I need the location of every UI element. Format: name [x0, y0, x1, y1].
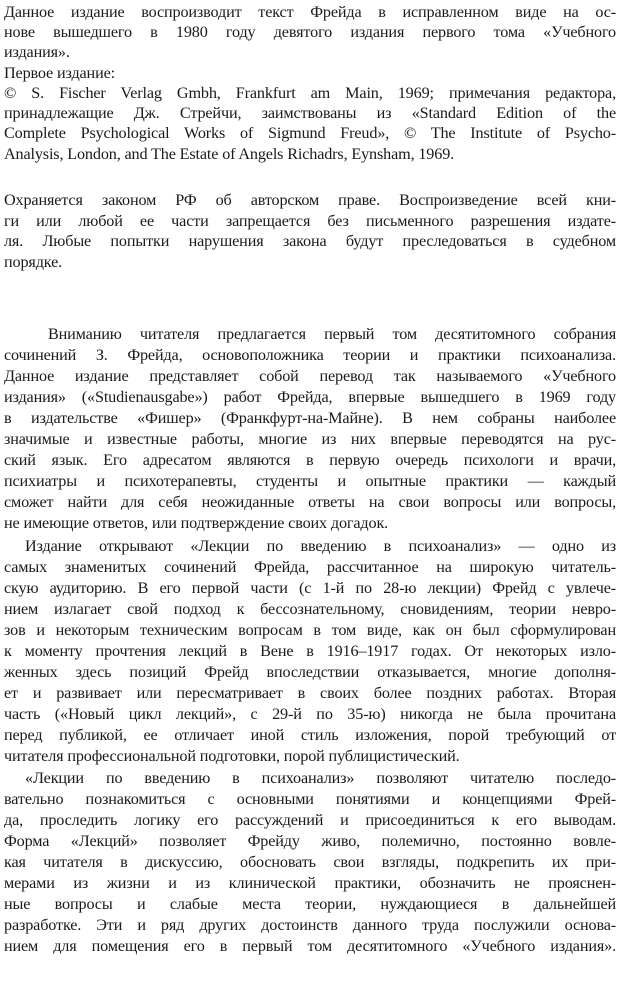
text-line: Данное издание представляет собой перевод так называемого «Учебного — [4, 367, 616, 385]
text-line: Вниманию читателя предлагается первый том десятитомного собрания — [48, 325, 616, 343]
text-line: принадлежащие Дж. Стрейчи, заимствованы из «Standard Edition of the — [4, 104, 616, 122]
text-line: Охраняется законом РФ об авторском праве. Воспроизведение всей кни- — [4, 191, 616, 209]
text-line: ет и развивает или пересматривает в своих более поздних работах. Вторая — [4, 684, 616, 702]
text-line: ги или любой ее части запрещается без письменного разрешения издате- — [4, 212, 616, 230]
text-line: часть («Новый цикл лекций», с 29-й по 35-ю) никогда не была прочитана — [4, 705, 616, 723]
text-line: издания». — [4, 43, 70, 61]
text-line: значимые и известные работы, многие из них впервые переводятся на рус- — [4, 430, 616, 448]
text-line: нием излагает свой подход к бессознательному, сновидениям, теории невро- — [4, 600, 616, 618]
text-line: ные вопросы и слабые места теории, нуждающиеся в дальнейшей — [4, 895, 616, 913]
text-line: сочинений З. Фрейда, основоположника теории и практики психоанализа. — [4, 346, 616, 364]
text-line: самых знаменитых сочинений Фрейда, рассчитанное на широкую читатель- — [4, 558, 616, 576]
text-line: не имеющие ответов, или подтверждение своих догадок. — [4, 514, 389, 532]
text-line: Complete Psychological Works of Sigmund Freud», © The Institute of Psycho- — [4, 124, 616, 142]
text-line: кая читателя в дискуссию, обосновать свои взгляды, подкрепить их при- — [4, 853, 616, 871]
text-line: женных здесь позиций Фрейд впоследствии отказывается, многие дополня- — [4, 663, 616, 681]
text-line: Analysis, London, and The Estate of Angels Richadrs, Eynsham, 1969. — [4, 145, 455, 163]
text-line: нием для помещения его в первый том десятитомного «Учебного издания». — [4, 937, 616, 955]
text-line: Издание открывают «Лекции по введению в психоанализ» — одно из — [25, 537, 616, 555]
text-line: Форма «Лекций» позволяет Фрейду живо, полемично, постоянно вовле- — [4, 832, 616, 850]
text-line: к моменту прочтения лекций в Вене в 1916–1917 годах. От некоторых изло- — [4, 642, 616, 660]
copyright-page — [4, 0, 616, 998]
text-line: издания» («Studienausgabe») работ Фрейда, впервые вышедшего в 1969 году — [4, 388, 616, 406]
text-line: разработке. Эти и ряд других достоинств данного труда послужили основа- — [4, 916, 616, 934]
text-line: нове вышедшего в 1980 году девятого издания первого тома «Учебного — [4, 23, 616, 41]
text-line: © S. Fischer Verlag Gmbh, Frankfurt am Main, 1969; примечания редактора, — [4, 84, 616, 102]
text-line: да, проследить логику его рассуждений и присоединиться к его выводам. — [4, 811, 616, 829]
text-line: «Лекции по введению в психоанализ» позволяют читателю последо- — [25, 769, 616, 787]
text-line: порядке. — [4, 253, 63, 271]
text-line: в издательстве «Фишер» (Франкфурт-на-Майне). В нем собраны наиболее — [4, 409, 616, 427]
text-line: сможет найти для себя неожиданные ответы на свои вопросы или вопросы, — [4, 493, 616, 511]
text-line: ский язык. Его адресатом являются в первую очередь психологи и врачи, — [4, 451, 616, 469]
text-line: скую аудиторию. В его первой части (с 1-й по 28-ю лекции) Фрейд с увлече- — [4, 579, 616, 597]
text-line: вательно познакомиться с основными понятиями и концепциями Фрей- — [4, 790, 616, 808]
text-line: читателя профессиональной подготовки, порой публицистический. — [4, 747, 460, 765]
text-line: перед публикой, ее отличает иной стиль изложения, порой требующий от — [4, 726, 616, 744]
text-line: мерами из жизни и из клинической практики, обозначить не прояснен- — [4, 874, 616, 892]
text-line: Данное издание воспроизводит текст Фрейда в исправленном виде на ос- — [4, 3, 616, 21]
text-line: зов и некоторым техническим вопросам в том виде, как он был сформулирован — [4, 621, 616, 639]
first-edition-heading: Первое издание: — [4, 64, 115, 82]
text-line: психиатры и психотерапевты, студенты и опытные практики — каждый — [4, 472, 616, 490]
text-line: ля. Любые попытки нарушения закона будут преследоваться в судебном — [4, 232, 616, 250]
